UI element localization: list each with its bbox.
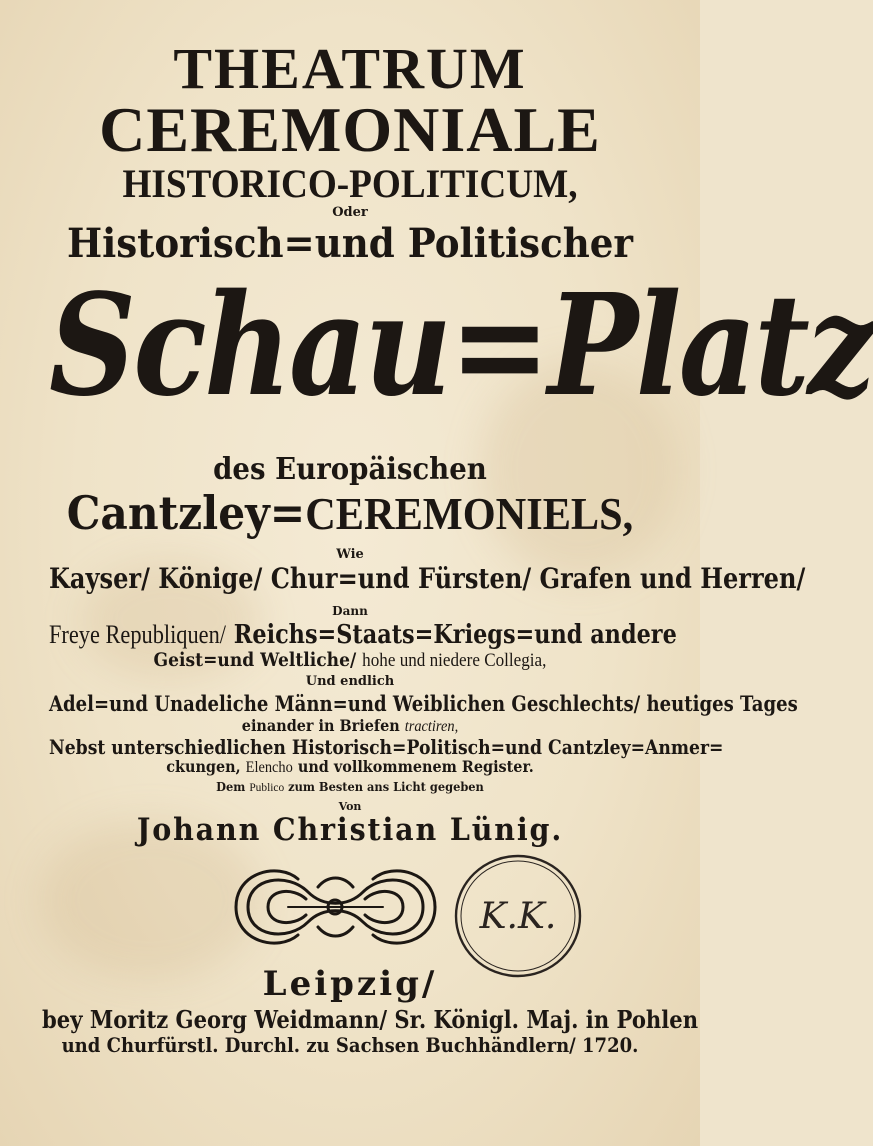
reichs-staats-part: Reichs=Staats=Kriegs=und andere <box>225 620 677 650</box>
stamp-text: K.K. <box>479 896 557 937</box>
title-cantzley-ceremoniels <box>28 486 672 540</box>
cantzley-part: Cantzley= <box>66 486 306 540</box>
einander-part: einander in Briefen <box>241 716 405 735</box>
text-oder: Oder <box>332 205 368 220</box>
title-ceremoniale: CEREMONIALE <box>99 94 601 165</box>
collegia-part: hohe und niedere Collegia, <box>362 650 547 671</box>
author-name: Johann Christian Lünig. <box>136 812 564 848</box>
publisher-line-2: und Churfürstl. Durchl. zu Sachsen Buchhändlern/ 1720. <box>61 1033 639 1057</box>
elencho-part: Elencho <box>245 759 293 776</box>
ceremoniels-part: CEREMONIELS, <box>305 488 634 539</box>
title-theatrum: THEATRUM <box>173 36 527 101</box>
text-und-endlich: Und endlich <box>305 674 395 689</box>
geist-part: Geist=und Weltliche/ <box>153 649 363 671</box>
library-stamp-icon <box>452 852 584 980</box>
text-dem-publico <box>18 781 683 793</box>
text-kayser-koenige: Kayser/ Könige/ Chur=und Fürsten/ Grafen und Herren/ <box>49 562 806 595</box>
text-freye-republiquen <box>49 620 677 650</box>
printer-ornament-icon <box>228 857 443 957</box>
dem-part: Dem <box>216 780 250 794</box>
zum-besten-part: zum Besten ans Licht gegeben <box>284 780 484 794</box>
text-wie: Wie <box>336 547 364 562</box>
text-adel-unadeliche: Adel=und Unadeliche Männ=und Weiblichen Geschlechts/ heutiges Tages <box>49 691 798 716</box>
title-schau-platz: Schau=Platz <box>49 264 873 428</box>
text-von: Von <box>338 800 362 813</box>
tractiren-part: tractiren, <box>404 718 459 735</box>
text-einander-briefen <box>35 718 665 735</box>
place-leipzig: Leipzig/ <box>262 964 438 1004</box>
publico-part: Publico <box>249 780 285 794</box>
register-part: und vollkommenem Register. <box>292 757 534 776</box>
publisher-line-1: bey Moritz Georg Weidmann/ Sr. Königl. Maj. in Pohlen <box>42 1005 699 1034</box>
text-nebst-unterschiedlichen: Nebst unterschiedlichen Historisch=Politisch=und Cantzley=Anmer= <box>49 735 724 759</box>
text-ckungen-elencho <box>35 759 665 776</box>
ckungen-part: ckungen, <box>166 757 246 776</box>
text-dann: Dann <box>332 604 368 618</box>
freye-republiquen-part: Freye Republiquen/ <box>49 620 226 649</box>
text-des-europaeischen: des Europäischen <box>213 452 487 487</box>
title-historisch-politischer: Historisch=und Politischer <box>66 220 634 267</box>
text-geist-weltliche <box>35 651 665 670</box>
title-historico-politicum: HISTORICO-POLITICUM, <box>122 161 578 206</box>
